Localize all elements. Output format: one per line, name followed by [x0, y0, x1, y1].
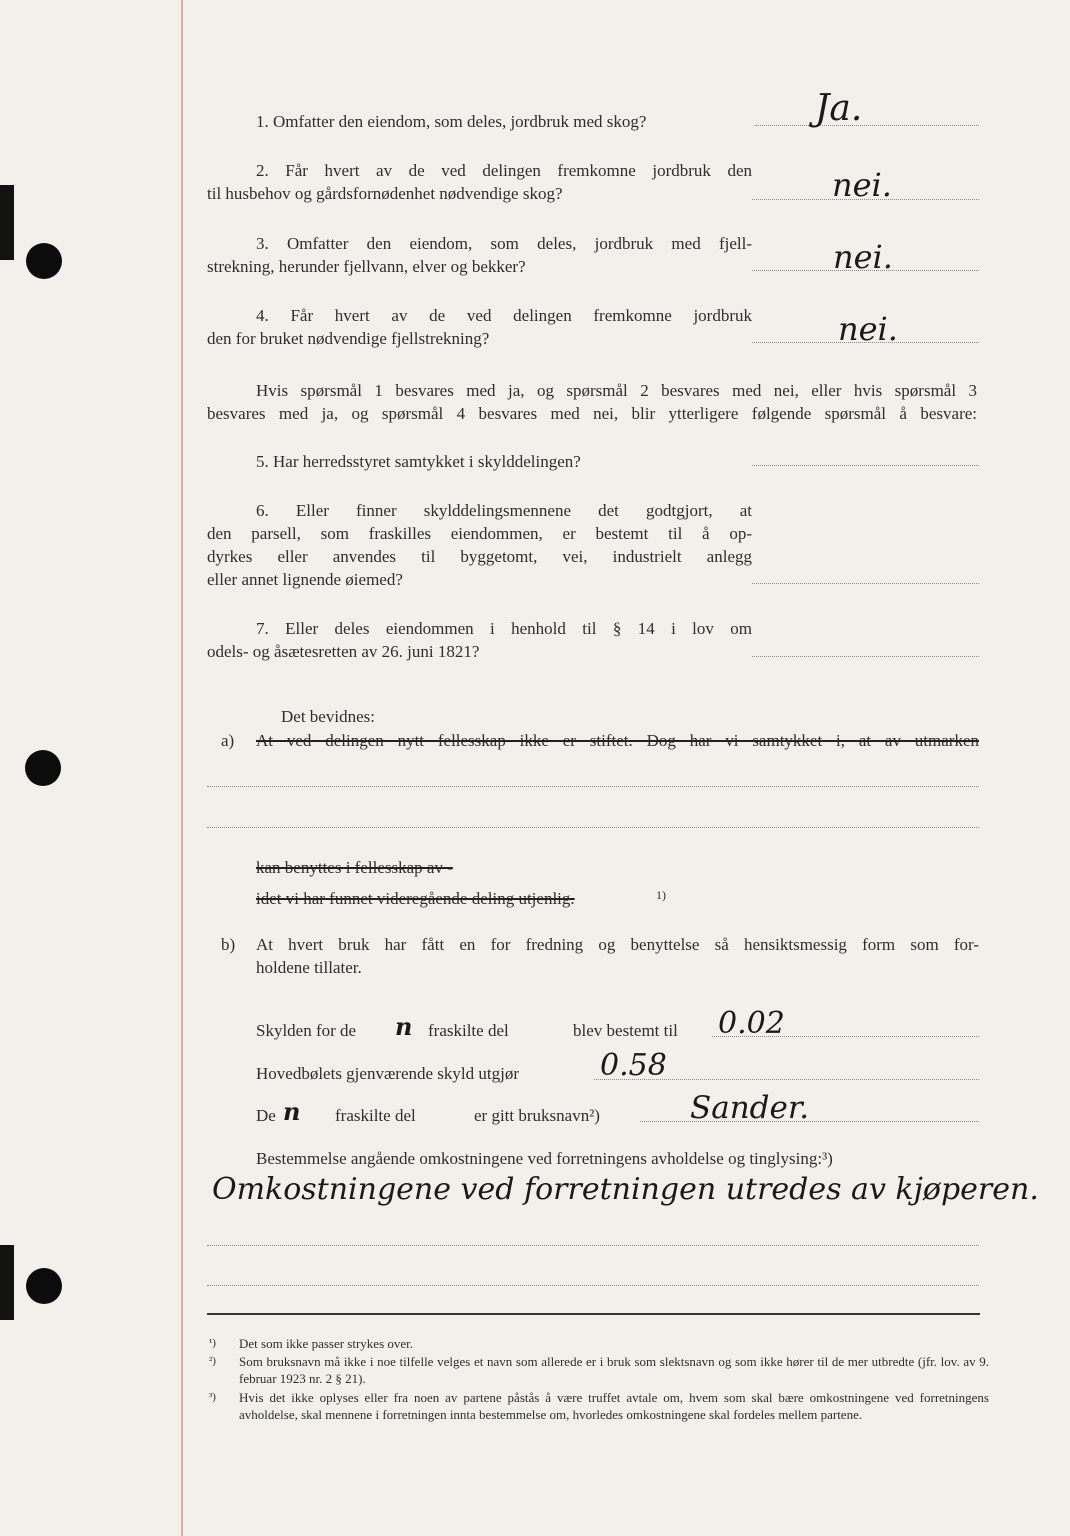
answer-1: Ja.: [815, 88, 863, 129]
footnote-3: [209, 1389, 989, 1440]
question-2-line-1: 2. Får hvert av de ved delingen fremkomne jordbruk den: [256, 161, 752, 180]
footnote-1-number: ¹): [209, 1337, 216, 1349]
question-3-line-2: strekning, herunder fjellvann, elver og bekker?: [207, 257, 526, 276]
answer-line-6: [752, 583, 979, 584]
question-2-line-2: til husbehov og gårdsfornødenhet nødvendige skog?: [207, 184, 563, 203]
footnote-2: [209, 1353, 989, 1387]
item-b-label: b): [221, 935, 236, 954]
question-1: 1. Omfatter den eiendom, som deles, jordbruk med skog?: [256, 112, 647, 131]
item-a-line-1: At ved delingen nytt fellesskap ikke er stiftet. Dog har vi samtykket i, at av utmarken: [256, 731, 979, 750]
question-6-line-3: dyrkes eller anvendes til byggetomt, vei, industrielt anlegg: [207, 547, 752, 566]
item-a-footnote-ref: 1): [656, 888, 666, 902]
name-label-mid: fraskilte del: [335, 1106, 416, 1125]
question-4-line-2: den for bruket nødvendige fjellstrekning?: [207, 329, 490, 348]
question-7-line-1: 7. Eller deles eiendommen i henhold til § 14 i lov om: [256, 619, 752, 638]
conditional-line-2: besvares med ja, og spørsmål 4 besvares med nei, blir ytterligere følgende spørsmål å besvare:: [207, 404, 977, 423]
question-3-line-1: 3. Omfatter den eiendom, som deles, jordbruk med fjell-: [256, 234, 752, 253]
item-a-blank-line-1: [207, 786, 979, 787]
question-6-line-1: 6. Eller finner skylddelingsmennene det godtgjort, at: [256, 501, 752, 520]
item-a-line-2: kan benyttes i fellesskap av -: [256, 858, 453, 877]
binding-edge-shadow-bottom: [0, 1245, 14, 1320]
conditional-line-1: Hvis spørsmål 1 besvares med ja, og spørsmål 2 besvares med nei, eller hvis spørsmål 3: [256, 381, 977, 400]
question-7-line-2: odels- og åsætesretten av 26. juni 1821?: [207, 642, 480, 661]
tax-label-suffix: blev bestemt til: [573, 1021, 678, 1040]
footnote-2-text: Som bruksnavn må ikke i noe tilfelle velges et navn som allerede er i bruk som slektsnavn og som ikke hører til de mer utbredte (jfr. lov. av 9. februar 1923 nr. 2 § 21).: [239, 1354, 989, 1386]
binding-edge-shadow: [0, 185, 14, 260]
name-label-prefix: De: [256, 1106, 276, 1125]
footnote-1-text: Det som ikke passer strykes over.: [239, 1336, 414, 1351]
tax-label-prefix: Skylden for de: [256, 1021, 357, 1040]
item-a-label: a): [221, 731, 235, 750]
item-b-line-1: At hvert bruk har fått en for fredning og benyttelse så hensiktsmessig form som for-: [256, 935, 979, 954]
question-4-line-1: 4. Får hvert av de ved delingen fremkomne jordbruk: [256, 306, 752, 325]
answer-3: nei.: [833, 238, 893, 276]
item-a-blank-line-2: [207, 827, 979, 828]
tax-handwritten-suffix: n: [395, 1012, 413, 1041]
cost-blank-line-2: [207, 1285, 979, 1286]
cost-value: Omkostningene ved forretningen utredes av kjøperen.: [212, 1172, 1039, 1207]
tax-label-mid: fraskilte del: [428, 1021, 509, 1040]
question-6-line-4: eller annet lignende øiemed?: [207, 570, 403, 589]
answer-line-7: [752, 656, 979, 657]
margin-line: [181, 0, 183, 1536]
remaining-value: 0.58: [600, 1048, 667, 1083]
footnote-separator: [207, 1313, 980, 1315]
punch-hole-bottom: [26, 1268, 62, 1304]
punch-hole-top: [26, 243, 62, 279]
cost-label: Bestemmelse angående omkostningene ved forretningens avholdelse og tinglysing:³): [256, 1149, 833, 1168]
cost-blank-line-1: [207, 1245, 979, 1246]
answer-line-5: [752, 465, 979, 466]
question-5: 5. Har herredsstyret samtykket i skylddelingen?: [256, 452, 581, 471]
remaining-label: Hovedbølets gjenværende skyld utgjør: [256, 1064, 519, 1083]
answer-line-1: [755, 125, 979, 126]
name-handwritten-suffix: n: [283, 1097, 301, 1126]
question-6-line-2: den parsell, som fraskilles eiendommen, er bestemt til å op-: [207, 524, 752, 543]
name-value: Sander.: [690, 1090, 810, 1126]
footnote-1: [209, 1335, 989, 1352]
item-b-line-2: holdene tillater.: [256, 958, 362, 977]
item-a-line-3: idet vi har funnet videregående deling utjenlig.: [256, 889, 575, 908]
certification-heading: Det bevidnes:: [281, 707, 375, 726]
footnote-3-number: ³): [209, 1391, 216, 1403]
answer-2: nei.: [832, 166, 892, 204]
footnote-2-number: ²): [209, 1355, 216, 1367]
punch-hole-middle: [25, 750, 61, 786]
footnote-3-text: Hvis det ikke oplyses eller fra noen av partene påstås å være truffet avtale om, hvem som skal bære omkostningene ved forretningens avholdelse, skal mennene i forretningen innta bestemmelse om, hvorledes omkostningene skal fordeles mellem partene.: [239, 1390, 989, 1422]
name-label-suffix: er gitt bruksnavn²): [474, 1106, 600, 1125]
answer-4: nei.: [838, 310, 898, 348]
tax-value: 0.02: [718, 1006, 785, 1041]
